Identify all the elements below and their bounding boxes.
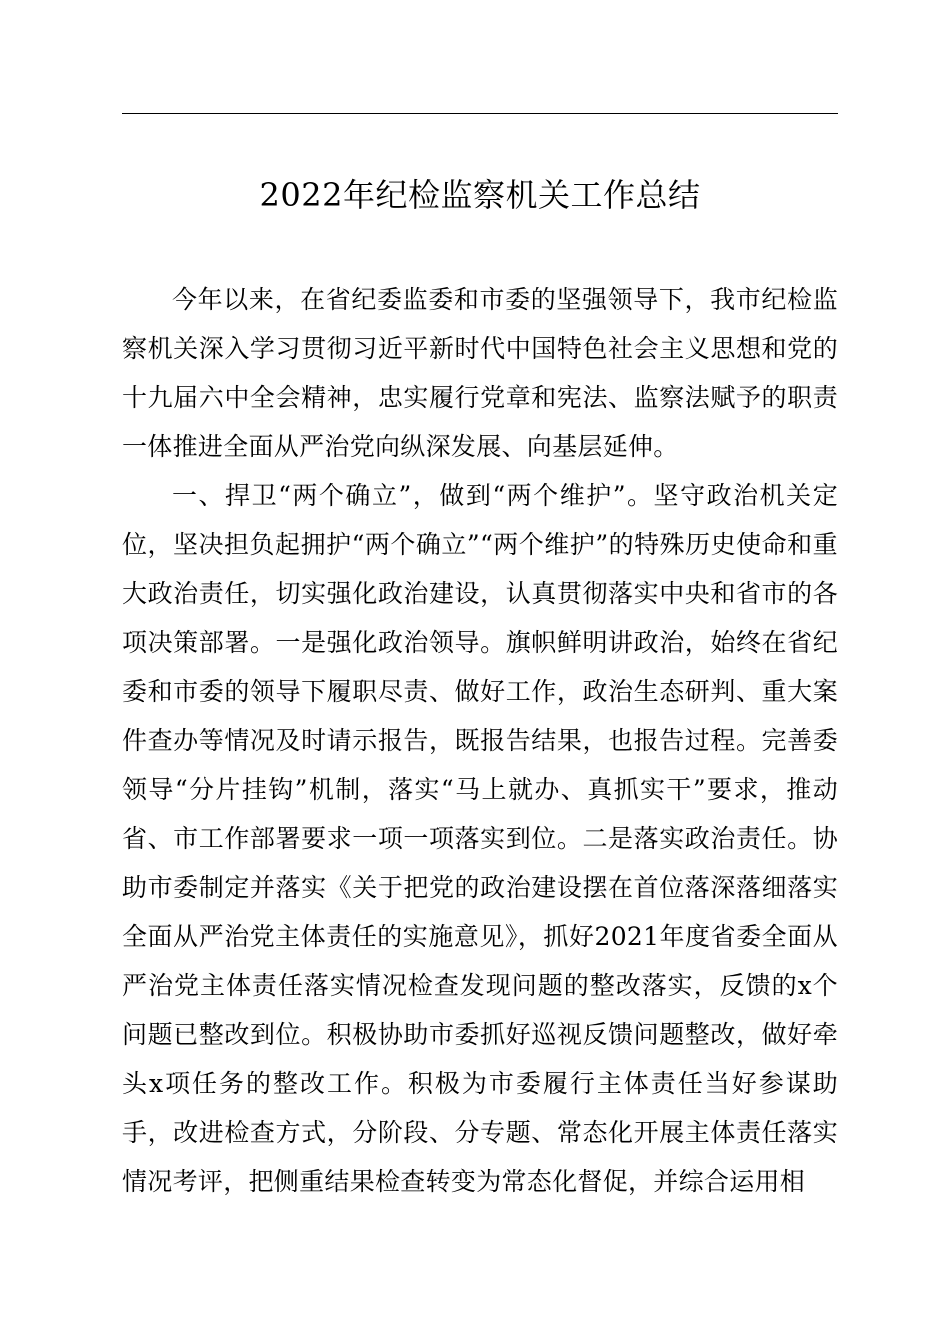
document-body — [122, 275, 838, 1206]
document-title: 2022年纪检监察机关工作总结 — [259, 176, 701, 214]
paragraph-section-one: 一、捍卫“两个确立”，做到“两个维护”。坚守政治机关定位，坚决担负起拥护“两个确立”“两个维护”的特殊历史使命和重大政治责任，切实强化政治建设，认真贯彻落实中央和省市的各项决策部署。一是强化政治领导。旗帜鲜明讲政治，始终在省纪委和市委的领导下履职尽责、做好工作，政治生态研判、重大案件查办等情况及时请示报告，既报告结果，也报告过程。完善委领导“分片挂钩”机制，落实“马上就办、真抓实干”要求，推动省、市工作部署要求一项一项落实到位。二是落实政治责任。协助市委制定并落实《关于把党的政治建设摆在首位落深落细落实全面从严治党主体责任的实施意见》，抓好2021年度省委全面从严治党主体责任落实情况检查发现问题的整改落实，反馈的x个问题已整改到位。积极协助市委抓好巡视反馈问题整改，做好牵头x项任务的整改工作。积极为市委履行主体责任当好参谋助手，改进检查方式，分阶段、分专题、常态化开展主体责任落实情况考评，把侧重结果检查转变为常态化督促，并综合运用相 — [122, 481, 838, 1196]
header-rule — [122, 113, 838, 114]
paragraph-intro: 今年以来，在省纪委监委和市委的坚强领导下，我市纪检监察机关深入学习贯彻习近平新时代中国特色社会主义思想和党的十九届六中全会精神，忠实履行党章和宪法、监察法赋予的职责一体推进全面从严治党向纵深发展、向基层延伸。 — [122, 285, 838, 461]
